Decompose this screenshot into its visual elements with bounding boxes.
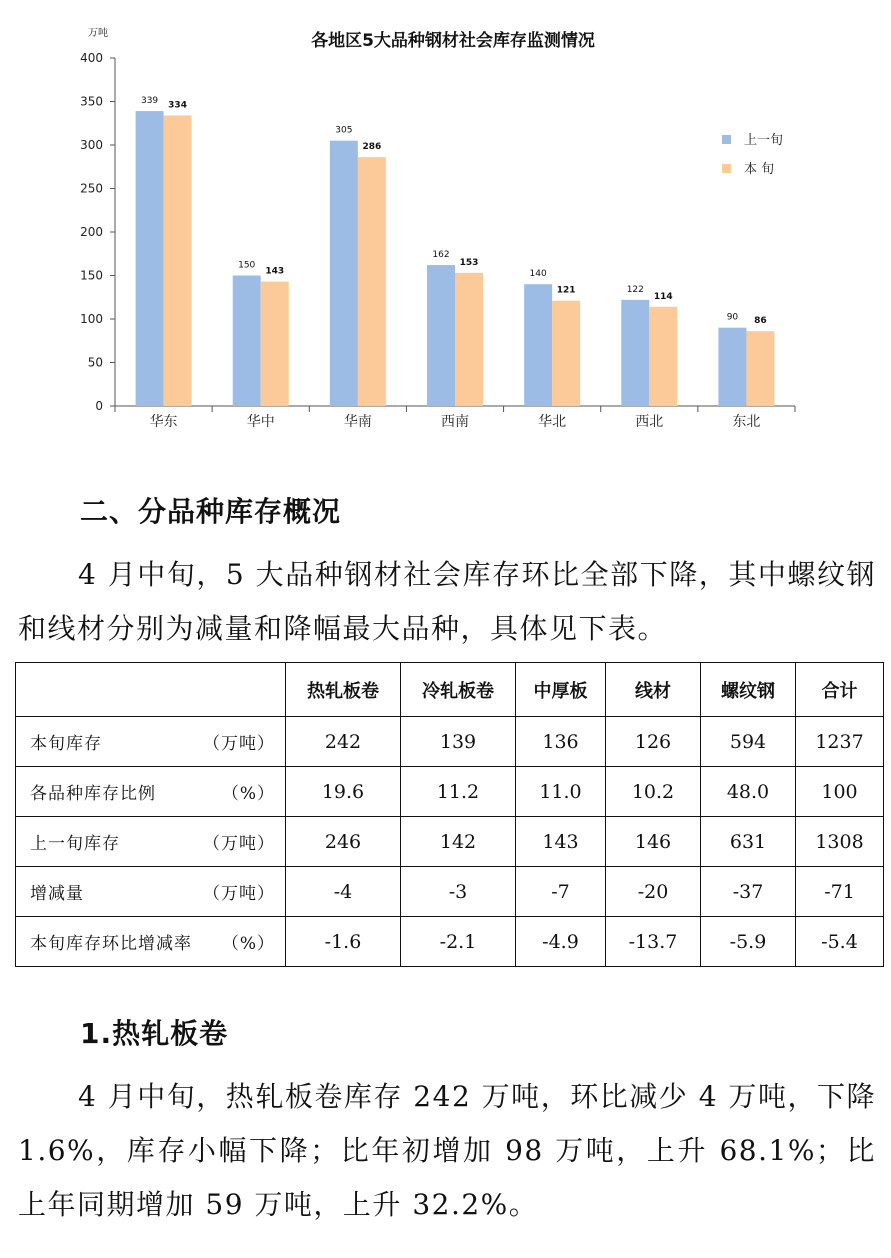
table-header-cell: 螺纹钢	[701, 663, 796, 717]
table-cell: 11.2	[401, 767, 516, 817]
bar-value-label: 286	[362, 142, 382, 153]
bar-curr	[358, 157, 386, 406]
x-category-label: 西南	[441, 414, 469, 430]
bar-prev	[233, 276, 261, 407]
section-paragraph-varieties-text: 4 月中旬，5 大品种钢材社会库存环比全部下降，其中螺纹钢和线材分别为减量和降幅最大品种，具体见下表。	[18, 558, 876, 645]
table-cell: 100	[796, 767, 884, 817]
section-paragraph-hot-rolled	[18, 1070, 876, 1232]
section-heading-hot-rolled: 1.热轧板卷	[80, 1017, 229, 1050]
table-cell: -2.1	[401, 917, 516, 967]
x-category-label: 华中	[246, 414, 275, 430]
table-cell: -5.4	[796, 917, 884, 967]
y-tick-label: 300	[80, 138, 103, 152]
table-cell: 136	[516, 717, 606, 767]
table-cell: 1237	[796, 717, 884, 767]
table-cell: 19.6	[286, 767, 401, 817]
row-label: 上一旬库存	[30, 834, 120, 854]
table-cell: -13.7	[606, 917, 701, 967]
table-header-row	[16, 663, 884, 717]
table-cell: 10.2	[606, 767, 701, 817]
table-cell: -20	[606, 867, 701, 917]
section-paragraph-hot-rolled-text: 4 月中旬，热轧板卷库存 242 万吨，环比减少 4 万吨，下降 1.6%，库存小幅下降；比年初增加 98 万吨，上升 68.1%；比上年同期增加 59 万吨，上升 32.2%。	[18, 1080, 876, 1221]
bar-value-label: 140	[529, 269, 547, 280]
table-cell: -71	[796, 867, 884, 917]
table-cell: -7	[516, 867, 606, 917]
bar-value-label: 334	[168, 100, 187, 111]
chart-svg	[0, 0, 891, 450]
bar-value-label: 150	[238, 260, 256, 271]
y-tick-label: 250	[80, 181, 103, 196]
x-category-label: 东北	[732, 414, 761, 430]
y-tick-label: 400	[80, 51, 103, 65]
bar-curr	[746, 331, 774, 406]
table-cell: 142	[401, 817, 516, 867]
y-tick-label: 150	[80, 268, 103, 283]
table-header-cell: 冷轧板卷	[401, 663, 516, 717]
row-label: 本旬库存	[30, 734, 102, 754]
row-unit: （万吨）	[203, 884, 275, 904]
y-tick-label: 50	[87, 355, 103, 370]
table-cell: 242	[286, 717, 401, 767]
table-cell: -4	[286, 867, 401, 917]
row-label: 本旬库存环比增减率	[30, 934, 192, 954]
bar-value-label: 153	[459, 257, 479, 268]
y-tick-label: 350	[80, 94, 103, 109]
table-row	[16, 767, 884, 817]
x-category-label: 华北	[538, 414, 567, 430]
table-header-cell: 线材	[606, 663, 701, 717]
bar-prev	[621, 300, 649, 406]
row-label: 增减量	[30, 884, 84, 904]
bar-curr	[164, 115, 192, 406]
table-header-cell	[16, 663, 286, 717]
chart-title: 各地区5大品种钢材社会库存监测情况	[311, 31, 595, 51]
table-row-header	[16, 717, 286, 767]
inventory-bar-chart	[0, 0, 891, 450]
bar-curr	[261, 282, 289, 406]
bar-value-label: 121	[556, 285, 576, 296]
x-category-label: 华东	[149, 414, 178, 430]
legend-label: 上一旬	[744, 133, 784, 148]
bar-curr	[552, 301, 580, 406]
table-row	[16, 867, 884, 917]
bar-curr	[649, 307, 677, 406]
row-unit: （%）	[221, 784, 275, 804]
x-category-label: 西北	[635, 414, 664, 430]
table-header-cell: 热轧板卷	[286, 663, 401, 717]
table-cell: -3	[401, 867, 516, 917]
table-row-header	[16, 817, 286, 867]
bar-prev	[330, 141, 358, 406]
table-cell: 48.0	[701, 767, 796, 817]
table-cell: 631	[701, 817, 796, 867]
table-row-header	[16, 767, 286, 817]
bar-prev	[524, 284, 552, 406]
table-cell: -4.9	[516, 917, 606, 967]
table-cell: 143	[516, 817, 606, 867]
y-axis-unit: 万吨	[88, 28, 108, 39]
table-cell: 11.0	[516, 767, 606, 817]
table-cell: -1.6	[286, 917, 401, 967]
table-cell: 1308	[796, 817, 884, 867]
row-label: 各品种库存比例	[30, 784, 156, 804]
table-cell: 146	[606, 817, 701, 867]
bar-prev	[718, 328, 746, 406]
bar-value-label: 162	[432, 250, 450, 261]
row-unit: （%）	[221, 934, 275, 954]
bar-value-label: 339	[140, 96, 159, 107]
section-heading-varieties: 二、分品种库存概况	[80, 495, 342, 528]
table-cell: 594	[701, 717, 796, 767]
bar-curr	[455, 273, 483, 406]
table-row	[16, 917, 884, 967]
table-row-header	[16, 917, 286, 967]
variety-stock-table	[15, 662, 884, 967]
table-row-header	[16, 867, 286, 917]
table-cell: -5.9	[701, 917, 796, 967]
legend-swatch	[722, 164, 731, 173]
bar-value-label: 122	[626, 284, 644, 295]
y-tick-label: 200	[80, 225, 103, 239]
bar-prev	[136, 111, 164, 406]
legend-swatch	[722, 135, 731, 144]
bar-value-label: 90	[726, 312, 739, 323]
bar-value-label: 143	[265, 266, 285, 277]
table-cell: 126	[606, 717, 701, 767]
table-cell: -37	[701, 867, 796, 917]
y-tick-label: 100	[80, 312, 103, 326]
bar-value-label: 305	[335, 125, 353, 136]
bar-value-label: 114	[653, 291, 673, 302]
legend-label: 本 旬	[744, 162, 775, 177]
table-row	[16, 717, 884, 767]
bar-prev	[427, 265, 455, 406]
table-header-cell: 中厚板	[516, 663, 606, 717]
bar-value-label: 86	[754, 316, 767, 327]
y-tick-label: 0	[95, 399, 103, 413]
table-header-cell: 合计	[796, 663, 884, 717]
row-unit: （万吨）	[203, 834, 275, 854]
row-unit: （万吨）	[203, 734, 275, 754]
section-paragraph-varieties	[18, 548, 876, 656]
x-category-label: 华南	[343, 414, 372, 430]
table-cell: 139	[401, 717, 516, 767]
table-cell: 246	[286, 817, 401, 867]
table-row	[16, 817, 884, 867]
